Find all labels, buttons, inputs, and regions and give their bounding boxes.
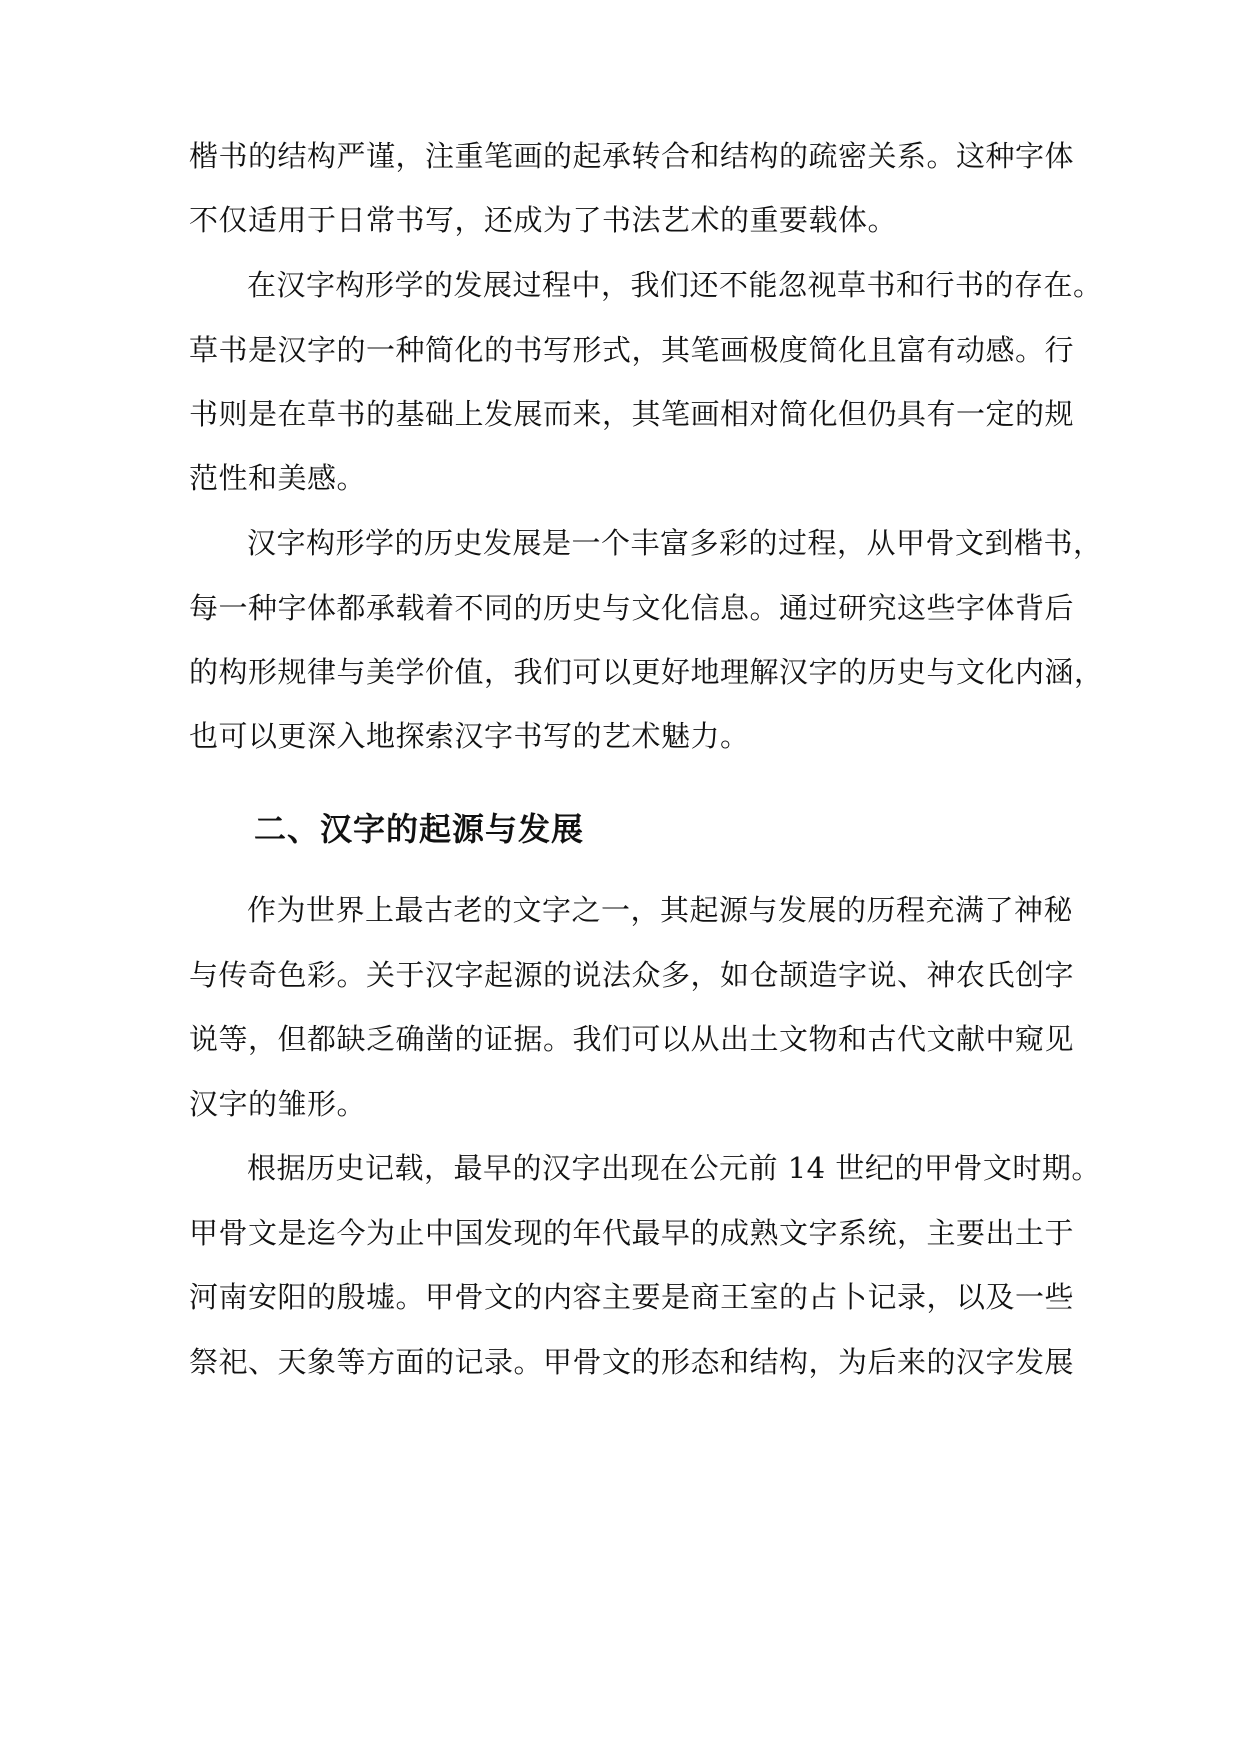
paragraph-line: 汉字构形学的历史发展是一个丰富多彩的过程，从甲骨文到楷书， xyxy=(247,526,1103,560)
paragraph-line: 根据历史记载，最早的汉字出现在公元前 14 世纪的甲骨文时期。 xyxy=(247,1151,1101,1185)
paragraph-line: 草书是汉字的一种简化的书写形式，其笔画极度简化且富有动感。行 xyxy=(189,333,1075,367)
paragraph-line: 也可以更深入地探索汉字书写的艺术魅力。 xyxy=(189,719,750,753)
paragraph-line: 范性和美感。 xyxy=(189,461,367,495)
paragraph-line: 祭祀、天象等方面的记录。甲骨文的形态和结构，为后来的汉字发展 xyxy=(189,1345,1075,1379)
paragraph-line: 不仅适用于日常书写，还成为了书法艺术的重要载体。 xyxy=(189,203,898,237)
paragraph-line: 说等，但都缺乏确凿的证据。我们可以从出土文物和古代文献中窥见 xyxy=(189,1022,1075,1056)
paragraph-line: 与传奇色彩。关于汉字起源的说法众多，如仓颉造字说、神农氏创字 xyxy=(189,958,1075,992)
paragraph-line: 作为世界上最古老的文字之一，其起源与发展的历程充满了神秘 xyxy=(247,893,1074,927)
paragraph-line: 的构形规律与美学价值，我们可以更好地理解汉字的历史与文化内涵， xyxy=(189,655,1104,689)
paragraph-line: 在汉字构形学的发展过程中，我们还不能忽视草书和行书的存在。 xyxy=(247,268,1103,302)
paragraph-line: 甲骨文是迄今为止中国发现的年代最早的成熟文字系统，主要出土于 xyxy=(189,1216,1075,1250)
paragraph-line: 汉字的雏形。 xyxy=(189,1087,367,1121)
paragraph-line: 楷书的结构严谨，注重笔画的起承转合和结构的疏密关系。这种字体 xyxy=(189,139,1075,173)
paragraph-line: 每一种字体都承载着不同的历史与文化信息。通过研究这些字体背后 xyxy=(189,591,1075,625)
section-heading: 二、汉字的起源与发展 xyxy=(254,810,585,848)
paragraph-line: 书则是在草书的基础上发展而来，其笔画相对简化但仍具有一定的规 xyxy=(189,397,1075,431)
paragraph-line: 河南安阳的殷墟。甲骨文的内容主要是商王室的占卜记录，以及一些 xyxy=(189,1280,1075,1314)
